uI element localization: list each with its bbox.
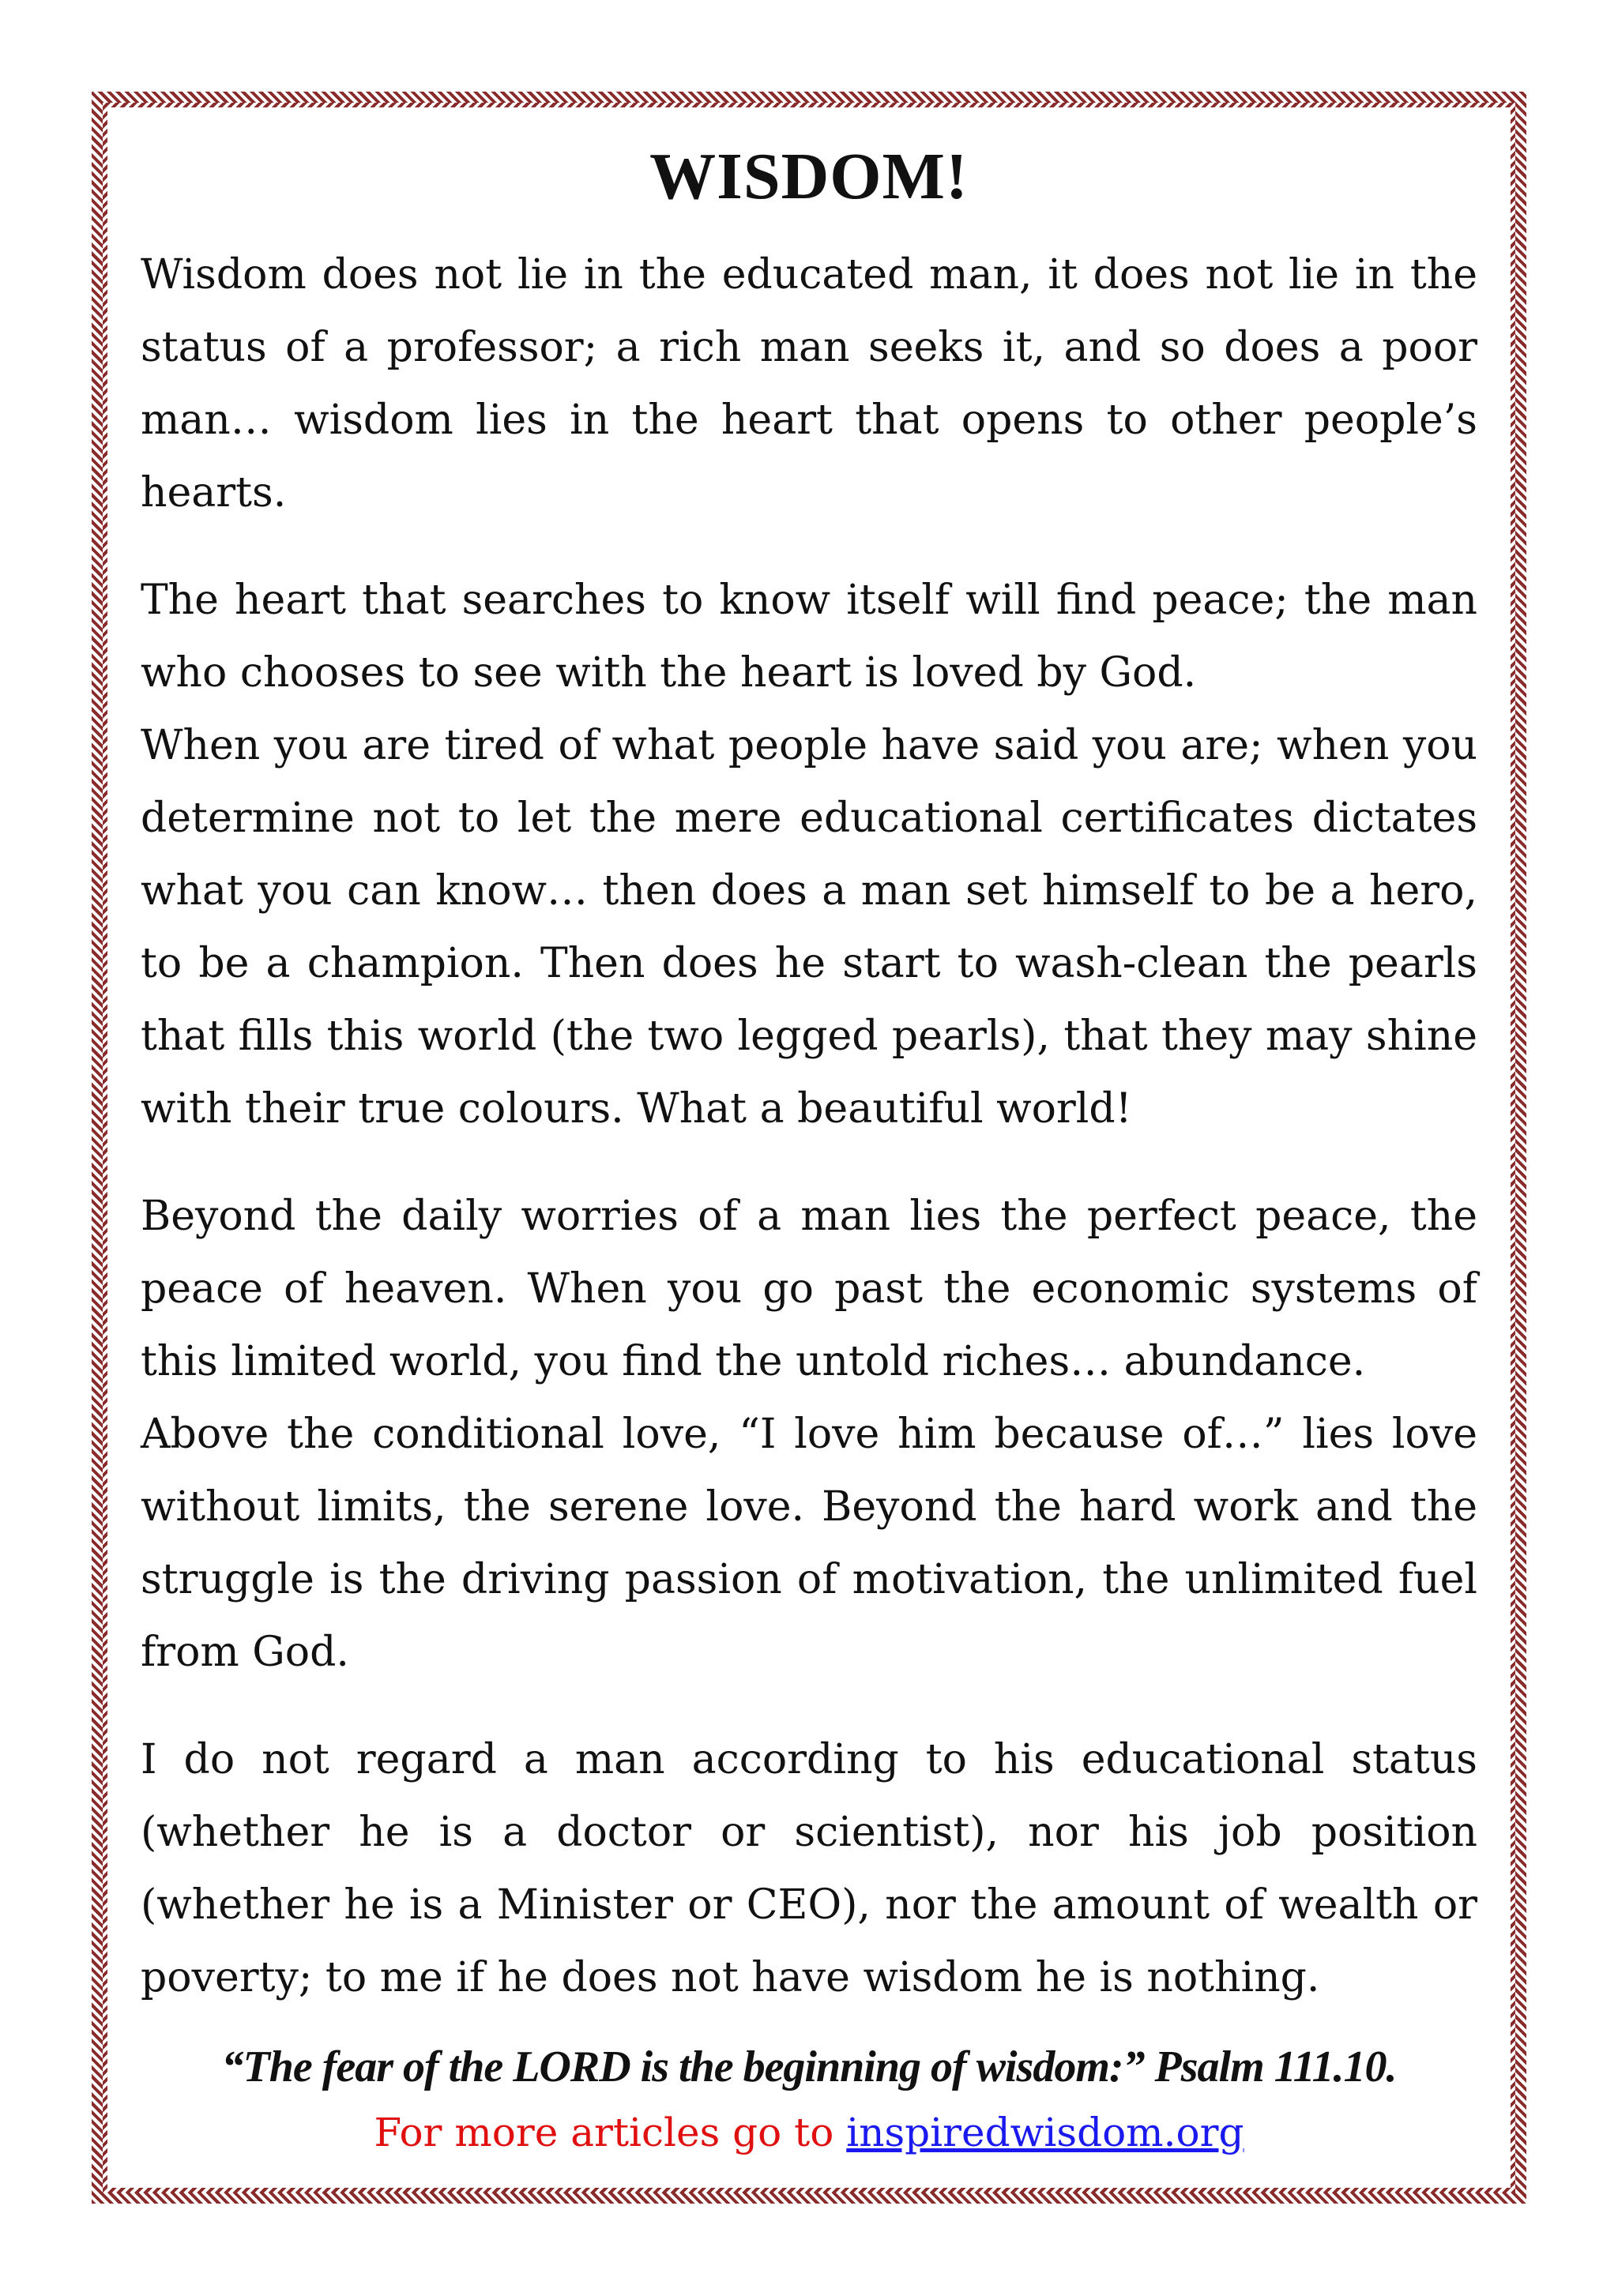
paragraph-4: Beyond the daily worries of a man lies the perfect peace, the peace of heaven. When you go past the economic systems of this limited world, you find the untold riches… abundance. [141,1193,1477,1386]
paragraph-gap [141,529,1477,564]
paragraph-5: Above the conditional love, “I love him because of…” lies love without limits, the serene love. Beyond the hard work and the struggle is the driving passion of motivation, the unlimited fuel from God. [141,1411,1477,1677]
footer-prefix: For more articles go to [374,2110,847,2156]
paragraph-gap [141,1145,1477,1180]
scripture-quote: “The fear of the LORD is the beginning of wisdom:” Psalm 111.10. [221,2042,1397,2092]
document-body [141,142,1477,2158]
paragraph-2: The heart that searches to know itself will find peace; the man who chooses to see with the heart is loved by God. [141,577,1477,697]
footer-link[interactable]: inspiredwisdom.org [846,2110,1244,2156]
paragraph-gap [141,1689,1477,1723]
footer-line [141,2108,1477,2158]
paragraph-6: I do not regard a man according to his educational status (whether he is a doctor or scientist), nor his job position (whether he is a Minister or CEO), nor the amount of wealth or poverty; to me if he does not have wisdom he is nothing. [141,1736,1477,2002]
page-title: WISDOM! [649,140,969,213]
paragraph-1: Wisdom does not lie in the educated man, it does not lie in the status of a professor; a rich man seeks it, and so does a poor man… wisdom lies in the heart that opens to other people’s hearts. [141,251,1477,517]
paragraph-3: When you are tired of what people have said you are; when you determine not to let the mere educational certificates dictates what you can know… then does a man set himself to be a hero, to be a champion. Then does he start to wash-clean the pearls that fills this world (the two legged pearls), that they may shine with their true colours. What a beautiful world! [141,722,1477,1133]
